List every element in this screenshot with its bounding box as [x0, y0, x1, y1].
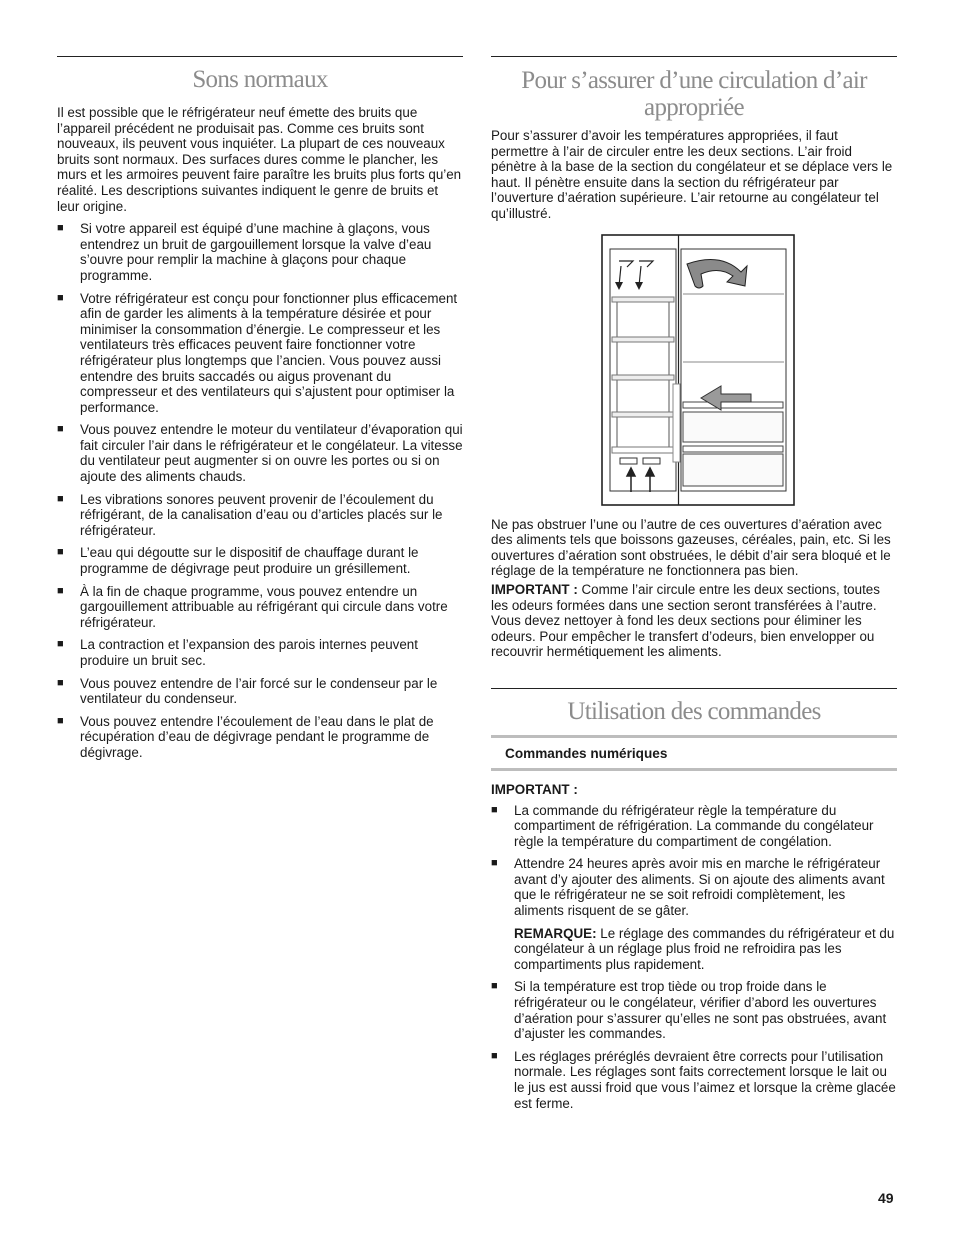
list-item [57, 492, 463, 539]
bullet-square-icon: ■ [57, 222, 64, 235]
bullet-square-icon: ■ [57, 714, 64, 727]
sons-bullet-list [57, 221, 463, 760]
list-item-text: Vous pouvez entendre l’écoulement de l’eau dans le plat de récupération d’eau de dégivrage pendant le programme de dégivrage. [80, 713, 434, 760]
list-item [57, 584, 463, 631]
list-item [57, 676, 463, 707]
subhead-rule [491, 768, 897, 771]
circulation-intro: Pour s’assurer d’avoir les températures appropriées, il faut permettre à l’air de circuler entre les deux sections. L’air froid pénètre à la base de la section du congélateur et se déplace vers le haut. Il pénètre ensuite dans la section du réfrigérateur par l’ouverture d’aération supérieure. L’air retourne au congélateur tel qu’illustré. [491, 128, 893, 221]
page-number: 49 [878, 1190, 894, 1206]
list-item-text: À la fin de chaque programme, vous pouvez entendre un gargouillement attribuable au réfrigérant qui circule dans votre réfrigérateur. [80, 583, 448, 630]
remarque-text: Le réglage des commandes du réfrigérateur et du congélateur à un réglage plus froid ne refroidira pas les compartiments plus rapidement. [514, 925, 895, 972]
heading-utilisation-commandes: Utilisation des commandes [567, 697, 821, 725]
ventilation-warning: Ne pas obstruer l’une ou l’autre de ces ouvertures d’aération avec des aliments tels que boissons gazeuses, céréales, pain, etc. Si les ouvertures d’aération sont obstruées, le débit d’air sera bloqué et le réglage de la température ne fonctionnera pas bien. [491, 516, 891, 579]
bullet-square-icon: ■ [57, 291, 64, 304]
section-rule [57, 56, 463, 57]
list-item [57, 291, 463, 416]
list-item-text: Vous pouvez entendre le moteur du ventilateur d’évaporation qui fait circuler l’air dans le réfrigérateur et le congélateur. La vitesse du ventilateur peut augmenter si on ouvre les portes ou si on ajoute des aliments chauds. [80, 422, 463, 485]
list-item-text: Vous pouvez entendre de l’air forcé sur le condenseur par le ventilateur du condenseur. [80, 675, 438, 707]
sons-intro: Il est possible que le réfrigérateur neuf émette des bruits que l’appareil précédent ne produisait pas. Comme ces bruits sont nouveaux, ils peuvent vous inquiéter. La plupart de ces nouveaux bruits sont normaux. Des surfaces dures comme le plancher, les murs et les armoires peuvent faire paraître les bruits plus forts qu’en réalité. Les descriptions suivantes indiquent le genre de bruits et leur origine. [57, 105, 462, 214]
bullet-square-icon: ■ [57, 492, 64, 505]
list-item-text: Si votre appareil est équipé d’une machine à glaçons, vous entendrez un bruit de gargouillement lorsque la valve d’eau s’ouvre pour remplir la machine à glaçons pour chaque programme. [80, 221, 432, 283]
bullet-square-icon: ■ [491, 980, 498, 993]
bullet-square-icon: ■ [491, 1049, 498, 1062]
list-item [57, 714, 463, 761]
list-item-text: La contraction et l’expansion des parois internes peuvent produire un bruit sec. [80, 637, 418, 668]
list-item-text: Les réglages préréglés devraient être corrects pour l’utilisation normale. Les réglages sont faits correctement lorsque le lait ou le jus est aussi froid que vous l’aimez et lorsque la crème glacée est ferme. [514, 1048, 896, 1111]
important-paragraph [491, 582, 897, 660]
list-item [57, 545, 463, 576]
important-text: Comme l’air circule entre les deux sections, toutes les odeurs formées dans une section seront transférées à l’autre. Vous devez nettoyer à fond les deux sections pour éliminer les odeurs. Pour empêcher le transfert d’odeurs, bien envelopper ou recouvrir hermétiquement les aliments. [491, 581, 880, 660]
bullet-square-icon: ■ [57, 423, 64, 436]
bullet-square-icon: ■ [57, 676, 64, 689]
right-column [491, 56, 897, 1111]
left-column [57, 56, 463, 761]
list-item [57, 422, 463, 484]
section-rule [491, 688, 897, 689]
heading-sons-normaux: Sons normaux [192, 66, 328, 93]
list-item-text: L’eau qui dégoutte sur le dispositif de chauffage durant le programme de dégivrage peut produire un grésillement. [80, 545, 419, 577]
commandes-bullet-list [491, 803, 897, 1112]
list-item [491, 803, 897, 850]
list-item-text: Les vibrations sonores peuvent provenir de l’écoulement du réfrigérant, de la canalisation d’eau ou d’articles placés sur le réfrigérateur. [80, 491, 443, 538]
list-item-text: Si la température est trop tiède ou trop froide dans le réfrigérateur ou le congélateur, vérifier d’abord les ouvertures d’aération pour s’assurer qu’elles ne sont pas obstruées, avant d’ajuster les commandes. [514, 979, 887, 1042]
bullet-square-icon: ■ [491, 803, 498, 816]
list-item [491, 1049, 897, 1111]
section-rule [491, 56, 897, 57]
subheading-commandes-numeriques: Commandes numériques [505, 745, 668, 761]
list-item-text: Attendre 24 heures après avoir mis en marche le réfrigérateur avant d’y ajouter des aliments. Si on ajoute des aliments avant que le réfrigérateur ne se soit refroidi complètement, les aliments risquent de se gâter. [514, 856, 885, 919]
list-item [491, 979, 897, 1041]
bullet-square-icon: ■ [57, 546, 64, 559]
bullet-square-icon: ■ [491, 857, 498, 870]
important-label: IMPORTANT : [491, 581, 578, 597]
important-label-2: IMPORTANT : [491, 781, 578, 797]
bullet-square-icon: ■ [57, 638, 64, 651]
heading-circulation-air: Pour s’assurer d’une circulation d’air appropriée [521, 67, 867, 121]
list-item [57, 637, 463, 668]
remarque-note [514, 926, 897, 973]
list-item-text: Votre réfrigérateur est conçu pour fonctionner plus efficacement afin de garder les aliments à la température désirée et pour minimiser la consommation d’énergie. Le compresseur et les ventilateurs très efficaces peuvent faire fonctionner votre réfrigérateur plus longtemps que l’ancien. Vous pouvez aussi entendre des bruits saccadés ou aigus provenant du compresseur et des ventilateurs qui s’ajustent pour optimiser la performance. [80, 290, 458, 415]
list-item [57, 221, 463, 283]
list-item [491, 856, 897, 972]
refrigerator-airflow-diagram [601, 234, 795, 506]
list-item-text: La commande du réfrigérateur règle la température du compartiment de réfrigération. La commande du congélateur règle la température du compartiment de congélation. [514, 802, 874, 849]
bullet-square-icon: ■ [57, 584, 64, 597]
remarque-label: REMARQUE: [514, 925, 597, 941]
